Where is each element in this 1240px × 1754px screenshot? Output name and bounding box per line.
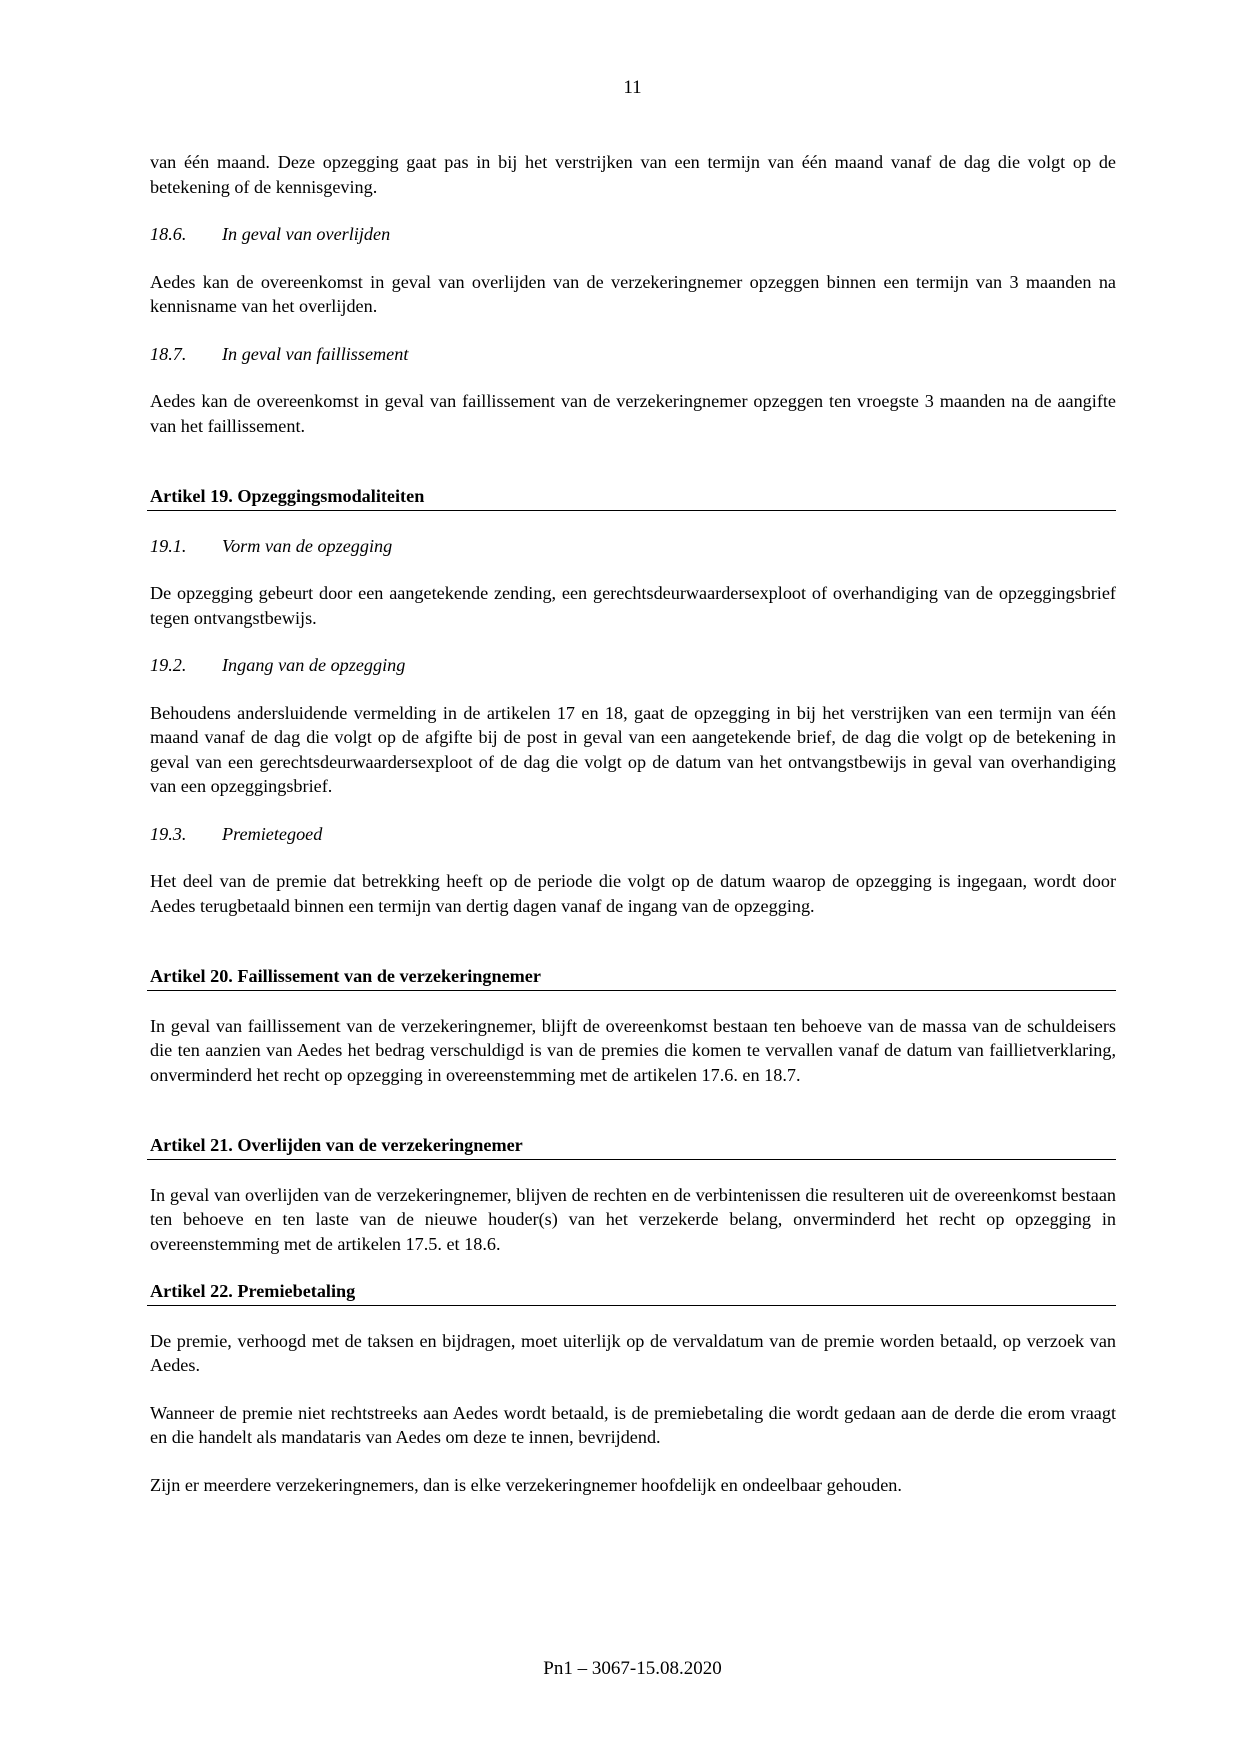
article-21-heading: Artikel 21. Overlijden van de verzekeringnemer [147, 1133, 1116, 1160]
subsection-title: In geval van overlijden [222, 224, 391, 244]
subsection-title: Vorm van de opzegging [222, 535, 393, 556]
article-20-heading: Artikel 20. Faillissement van de verzekeringnemer [147, 964, 1116, 991]
article-20-text: In geval van faillissement van de verzekeringnemer, blijft de overeenkomst bestaan ten behoeve van de massa van de schuldeisers die ten aanzien van Aedes het bedrag verschuldigd is van de premies die komen te vervallen vanaf de datum van faillietverklaring, onverminderd het recht op opzegging in overeenstemming met de artikelen 17.6. en 18.7. [150, 1015, 1116, 1085]
subsection-18-7-text: Aedes kan de overeenkomst in geval van faillissement van de verzekeringnemer opzeggen ten vroegste 3 maanden na de aangifte van het faillissement. [150, 391, 1116, 436]
subsection-title: Premietegoed [222, 823, 323, 844]
article-19-heading: Artikel 19. Opzeggingsmodaliteiten [147, 484, 1116, 511]
article-21-text: In geval van overlijden van de verzekeringnemer, blijven de rechten en de verbintenissen die resulteren uit de overeenkomst bestaan ten behoeve en ten laste van de nieuwe houder(s) van het verzekerde belang, onverminderd het recht op opzegging in overeenstemming met de artikelen 17.5. et 18.6. [150, 1184, 1116, 1254]
subsection-19-2-text: Behoudens andersluidende vermelding in de artikelen 17 en 18, gaat de opzegging in bij het verstrijken van een termijn van één maand vanaf de dag die volgt op de afgifte bij de post in geval van een aangetekende brief, de dag die volgt op de betekening in geval van een gerechtsdeurwaardersexploot of de dag die volgt op de datum van het ontvangstbewijs in geval van overhandiging van een opzeggingsbrief. [150, 702, 1116, 796]
subsection-title: Ingang van de opzegging [222, 655, 406, 675]
article-22-paragraph-3: Zijn er meerdere verzekeringnemers, dan is elke verzekeringnemer hoofdelijk en ondeelbaar gehouden. [150, 1474, 902, 1495]
subsection-number: 19.1. [150, 535, 187, 556]
document-body [150, 150, 1116, 1497]
subsection-title: In geval van faillissement [222, 343, 409, 364]
subsection-19-1-heading [150, 534, 1116, 559]
intro-paragraph: van één maand. Deze opzegging gaat pas in bij het verstrijken van een termijn van één maand vanaf de dag die volgt op de betekening of de kennisgeving. [150, 152, 1116, 197]
subsection-number: 19.3. [150, 823, 187, 844]
subsection-18-6-heading [150, 222, 1116, 247]
subsection-number: 18.6. [150, 224, 187, 244]
subsection-number: 18.7. [150, 343, 187, 364]
subsection-19-3-heading [150, 822, 1116, 847]
subsection-19-3-text: Het deel van de premie dat betrekking heeft op de periode die volgt op de datum waarop de opzegging is ingegaan, wordt door Aedes terugbetaald binnen een termijn van dertig dagen vanaf de ingang van de opzegging. [150, 871, 1116, 916]
article-22-paragraph-2: Wanneer de premie niet rechtstreeks aan Aedes wordt betaald, is de premiebetaling die wordt gedaan aan de derde die erom vraagt en die handelt als mandataris van Aedes om deze te innen, bevrijdend. [150, 1402, 1116, 1447]
subsection-19-1-text: De opzegging gebeurt door een aangetekende zending, een gerechtsdeurwaardersexploot of overhandiging van de opzeggingsbrief tegen ontvangstbewijs. [150, 583, 1116, 628]
page-number: 11 [623, 77, 642, 98]
subsection-number: 19.2. [150, 655, 187, 675]
subsection-19-2-heading [150, 653, 1116, 678]
article-22-heading: Artikel 22. Premiebetaling [147, 1279, 1116, 1306]
subsection-18-7-heading [150, 342, 1116, 367]
subsection-18-6-text: Aedes kan de overeenkomst in geval van overlijden van de verzekeringnemer opzeggen binnen een termijn van 3 maanden na kennisname van het overlijden. [150, 271, 1116, 316]
document-footer: Pn1 – 3067-15.08.2020 [543, 1658, 722, 1679]
article-22-paragraph-1: De premie, verhoogd met de taksen en bijdragen, moet uiterlijk op de vervaldatum van de premie worden betaald, op verzoek van Aedes. [150, 1330, 1116, 1375]
